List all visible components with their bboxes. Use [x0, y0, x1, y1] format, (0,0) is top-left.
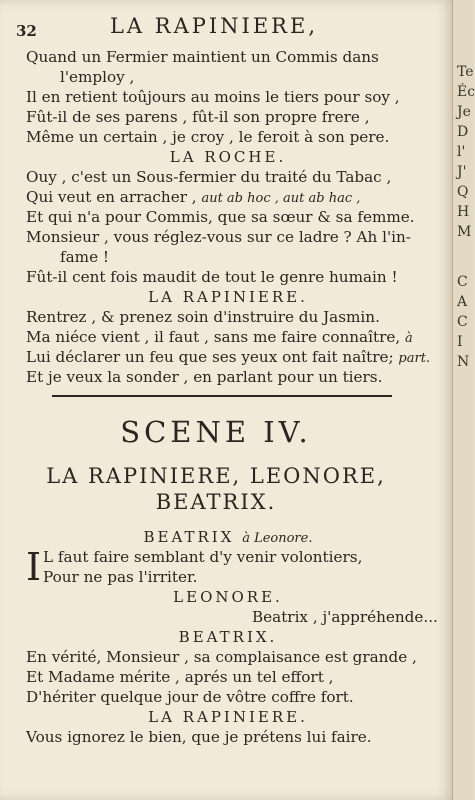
adjacent-page-edge: [452, 0, 474, 800]
running-title: LA RAPINIERE,: [109, 14, 318, 38]
page-fragment: I: [457, 334, 463, 350]
speaker-name: LA ROCHE.: [169, 148, 287, 166]
page-fragment: Te: [457, 64, 474, 80]
page-fragment: J': [457, 164, 467, 180]
verse-line: fame !: [60, 248, 109, 266]
page-fragment: M: [457, 224, 472, 240]
page-fragment: Je: [457, 104, 471, 120]
page-fragment: C: [457, 274, 468, 290]
page-fragment: Éc: [457, 84, 475, 100]
verse-line: Beatrix , j'appréhende...: [252, 608, 438, 626]
latin-phrase: aut ab hoc , aut ab hac ,: [201, 191, 361, 206]
speaker-name: BEATRIX.: [178, 628, 278, 646]
verse-line: Et Madame mérite , aprés un tel effort ,: [26, 668, 334, 686]
verse-line: [26, 187, 430, 207]
page-fragment: C: [457, 314, 468, 330]
verse-line: L faut faire semblant d'y venir volontiers,: [43, 548, 363, 566]
speaker-name: LA RAPINIERE.: [148, 708, 308, 726]
verse-line: Et je veux la sonder , en parlant pour un tiers.: [26, 368, 383, 386]
page-fragment: A: [457, 294, 468, 310]
stage-direction: part.: [398, 351, 431, 366]
scene-cast: [0, 463, 432, 515]
speaker-name: LA RAPINIERE.: [148, 288, 308, 306]
scene-title: SCENE IV.: [120, 415, 312, 449]
verse-line: D'hériter quelque jour de vôtre coffre fort.: [26, 688, 354, 706]
verse-line: [26, 347, 430, 367]
page-fragment: Q: [457, 184, 469, 200]
speaker-name: [26, 527, 430, 547]
adjacent-page-fragments: [453, 272, 474, 372]
adjacent-page-fragments: [453, 62, 474, 242]
stage-direction: à: [404, 331, 413, 346]
page-fragment: H: [457, 204, 470, 220]
page-fragment: N: [457, 354, 470, 370]
passage-one: [26, 47, 430, 387]
verse-line: Même un certain , je croy , le feroit à son pere.: [26, 128, 390, 146]
page-number: 32: [16, 22, 37, 40]
verse-line: Et qui n'a pour Commis, que sa sœur & sa femme.: [26, 208, 415, 226]
verse-text: Ma niéce vient , il faut , sans me faire connaître,: [26, 328, 405, 346]
page-fragment: D: [457, 124, 469, 140]
page-fragment: l': [457, 144, 466, 160]
verse-line: l'employ ,: [60, 68, 135, 86]
section-divider: [52, 395, 392, 397]
verse-line: Rentrez , & prenez soin d'instruire du Jasmin.: [26, 308, 380, 326]
drop-capital: I: [26, 545, 42, 589]
speaker-name: LEONORE.: [173, 588, 283, 606]
verse-line: Fût-il de ses parens , fût-il son propre frere ,: [26, 108, 370, 126]
verse-line: Quand un Fermier maintient un Commis dans: [26, 48, 379, 66]
verse-line: En vérité, Monsieur , sa complaisance est grande ,: [26, 648, 417, 666]
opening-lines: [26, 547, 430, 587]
passage-two: [26, 527, 438, 747]
verse-line: [26, 327, 430, 347]
verse-line: Fût-il cent fois maudit de tout le genre humain !: [26, 268, 398, 286]
page-header: [16, 14, 412, 44]
verse-text: Lui déclarer un feu que ses yeux ont fait naître;: [26, 348, 399, 366]
verse-line: Vous ignorez le bien, que je prétens lui faire.: [26, 728, 372, 746]
speaker-label: BEATRIX: [143, 528, 235, 546]
verse-line: Ouy , c'est un Sous-fermier du traité du Tabac ,: [26, 168, 392, 186]
cast-line: BEATRIX.: [155, 490, 277, 514]
verse-line: Monsieur , vous réglez-vous sur ce ladre ? Ah l'in-: [26, 228, 411, 246]
verse-line: Il en retient toûjours au moins le tiers pour soy ,: [26, 88, 400, 106]
cast-line: LA RAPINIERE, LEONORE,: [46, 464, 386, 488]
verse-text: Qui veut en arracher ,: [26, 188, 202, 206]
stage-direction: à Leonore.: [242, 531, 313, 546]
verse-line: Pour ne pas l'irriter.: [43, 568, 198, 586]
